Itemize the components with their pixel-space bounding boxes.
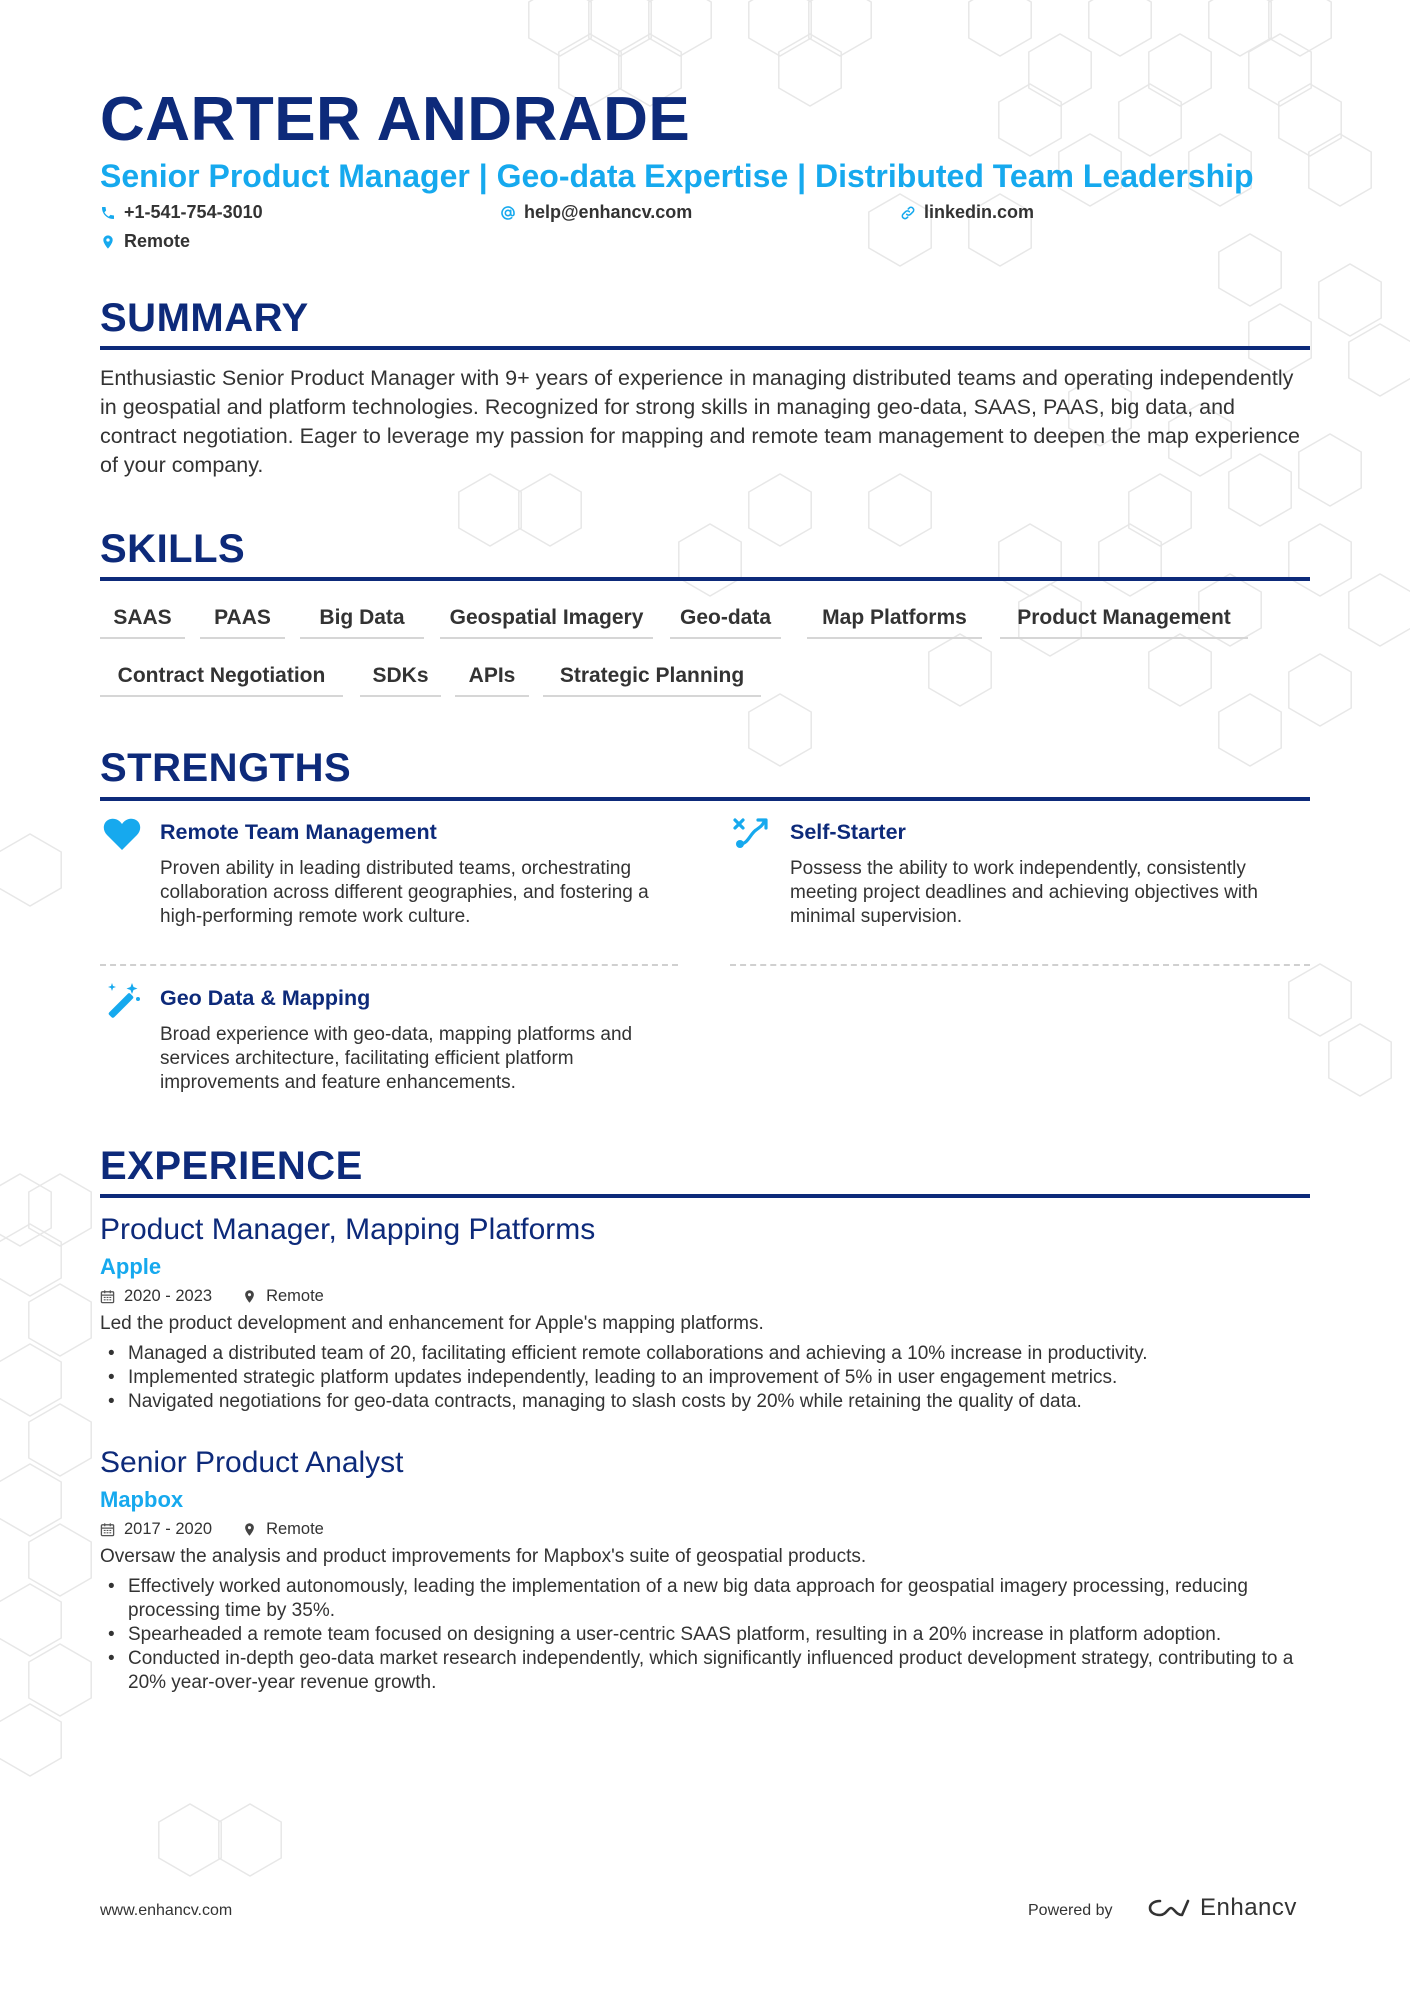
hexagon-shape [779, 34, 841, 106]
hexagon-shape [1209, 0, 1271, 56]
skills-divider [100, 577, 1310, 581]
hexagon-shape [29, 1644, 91, 1716]
job-location: Remote [266, 1520, 324, 1538]
summary-divider [100, 346, 1310, 350]
hexagon-shape [1329, 1024, 1391, 1096]
job-meta [100, 1287, 324, 1306]
company-name: Mapbox [100, 1487, 184, 1512]
enhancv-logo[interactable] [1146, 1894, 1297, 1922]
hexagon-shape [1269, 0, 1331, 56]
location-pin-icon [242, 1289, 257, 1304]
skill-tag: Contract Negotiation [100, 657, 343, 697]
hexagon-shape [459, 474, 521, 546]
hexagon-shape [969, 0, 1031, 56]
company-name: Apple [100, 1254, 162, 1279]
hexagon-shape [1309, 134, 1371, 206]
contact-location [100, 231, 190, 252]
hexagon-shape [1089, 0, 1151, 56]
job-dates: 2020 - 2023 [124, 1287, 213, 1305]
summary-heading: SUMMARY [100, 296, 309, 340]
job-title: Senior Product Analyst [100, 1446, 404, 1479]
hexagon-shape [519, 474, 581, 546]
job-location: Remote [266, 1287, 324, 1305]
linkedin-text: linkedin.com [924, 202, 1035, 222]
strengths-heading: STRENGTHS [100, 746, 352, 790]
hexagon-shape [1149, 634, 1211, 706]
hexagon-shape [0, 1704, 61, 1776]
job-bullets [100, 1575, 1310, 1695]
contact-email[interactable] [500, 202, 692, 223]
hexagon-shape [0, 1174, 51, 1246]
strength-title: Remote Team Management [160, 820, 437, 844]
job-dates: 2017 - 2020 [124, 1520, 213, 1538]
phone-icon [100, 205, 116, 221]
contact-phone[interactable] [100, 202, 263, 223]
job-description: Oversaw the analysis and product improvements for Mapbox's suite of geospatial products. [100, 1546, 867, 1567]
hexagon-shape [749, 694, 811, 766]
heart-icon [102, 814, 142, 854]
strengths-divider [100, 797, 1310, 801]
brand-name: Enhancv [1200, 1894, 1297, 1921]
hexagon-shape [0, 1344, 61, 1416]
hexagon-shape [929, 634, 991, 706]
candidate-headline: Senior Product Manager | Geo-data Expertise | Distributed Team Leadership [100, 158, 1254, 194]
list-item: • Implemented strategic platform updates independently, leading to an improvement of 5% in user engagement metrics. [100, 1366, 1310, 1390]
job-description: Led the product development and enhancement for Apple's mapping platforms. [100, 1313, 764, 1334]
strength-title: Geo Data & Mapping [160, 986, 371, 1010]
hexagon-shape [1319, 264, 1381, 336]
strength-description: Possess the ability to work independently, consistently meeting project deadlines and achieving objectives with minimal supervision. [790, 858, 1258, 927]
list-item: • Spearheaded a remote team focused on designing a user-centric SAAS platform, resulting in a 20% increase in platform adoption. [100, 1623, 1310, 1647]
hexagon-shape [649, 0, 711, 56]
hexagon-shape [589, 0, 651, 56]
strength-description: Broad experience with geo-data, mapping platforms and services architecture, facilitating efficient platform improvements and feature enhancements. [160, 1024, 633, 1093]
skills-heading: SKILLS [100, 527, 246, 571]
list-item: • Managed a distributed team of 20, facilitating efficient remote collaborations and achieving a 10% increase in productivity. [100, 1342, 1310, 1366]
skill-tag: Map Platforms [807, 599, 982, 639]
skill-tag: Geospatial Imagery [440, 599, 653, 639]
hexagon-shape [1119, 84, 1181, 156]
hexagon-shape [29, 1404, 91, 1476]
skill-tag: SAAS [100, 599, 185, 639]
candidate-name: CARTER ANDRADE [100, 85, 691, 154]
email-text: help@enhancv.com [524, 202, 693, 222]
hexagon-shape [1289, 524, 1351, 596]
hexagon-shape [1129, 474, 1191, 546]
hexagon-shape [159, 1804, 221, 1876]
hexagon-shape [0, 834, 61, 906]
hexagon-shape [1349, 324, 1410, 396]
hexagon-shape [679, 524, 741, 596]
hexagon-shape [29, 1524, 91, 1596]
hexagon-shape [0, 1224, 61, 1296]
enhancv-logo-icon [1146, 1896, 1192, 1920]
list-item: • Conducted in-depth geo-data market research independently, which significantly influenced product development strategy, contributing to a 20% year-over-year revenue growth. [100, 1647, 1310, 1695]
location-pin-icon [100, 234, 116, 250]
hexagon-shape [869, 474, 931, 546]
job-bullets [100, 1342, 1310, 1414]
footer-website[interactable]: www.enhancv.com [100, 1902, 233, 1919]
calendar-icon [100, 1289, 115, 1304]
hexagon-shape [0, 1584, 61, 1656]
summary-text: Enthusiastic Senior Product Manager with 9+ years of experience in managing distributed teams and operating independently in geospatial and platform technologies. Recognized for strong skills in managing geo-data, SAAS, PAAS, big data, and contract negotiation. Eager to leverage my passion for mapping and remote team management to deepen the map experience of your company. [100, 366, 1300, 477]
hexagon-shape [529, 0, 591, 56]
strength-description: Proven ability in leading distributed teams, orchestrating collaboration across different geographies, and fostering a high-performing remote work culture. [160, 858, 649, 927]
location-text: Remote [124, 231, 191, 251]
hexagon-shape [1279, 84, 1341, 156]
job-meta [100, 1520, 324, 1539]
strength-title: Self-Starter [790, 820, 906, 844]
link-icon [900, 205, 916, 221]
hexagon-shape [1219, 694, 1281, 766]
skill-tag: Big Data [300, 599, 424, 639]
hexagon-shape [999, 84, 1061, 156]
list-item: • Effectively worked autonomously, leading the implementation of a new big data approach for geospatial imagery processing, reducing processing time by 35%. [100, 1575, 1310, 1623]
job-title: Product Manager, Mapping Platforms [100, 1213, 596, 1246]
hexagon-shape [1029, 34, 1091, 106]
strength-separator [100, 964, 678, 966]
powered-by-label: Powered by [1028, 1902, 1113, 1919]
contact-linkedin[interactable] [900, 202, 1034, 223]
skill-tag: SDKs [360, 657, 441, 697]
route-icon [732, 814, 772, 854]
hexagon-shape [1349, 574, 1410, 646]
experience-heading: EXPERIENCE [100, 1144, 363, 1188]
hexagon-shape [1289, 964, 1351, 1036]
skill-tag: Product Management [1000, 599, 1248, 639]
hexagon-shape [809, 0, 871, 56]
hexagon-shape [219, 1804, 281, 1876]
hexagon-shape [1149, 34, 1211, 106]
skill-tag: Geo-data [670, 599, 781, 639]
strength-separator [730, 964, 1310, 966]
list-item: • Navigated negotiations for geo-data contracts, managing to slash costs by 20% while retaining the quality of data. [100, 1390, 1310, 1414]
skill-tag: APIs [455, 657, 529, 697]
phone-text: +1-541-754-3010 [124, 202, 263, 222]
skill-tag: Strategic Planning [543, 657, 761, 697]
skill-tag: PAAS [200, 599, 285, 639]
hexagon-shape [1289, 654, 1351, 726]
hexagon-shape [29, 1284, 91, 1356]
hexagon-shape [749, 0, 811, 56]
hexagon-shape [1099, 524, 1161, 596]
at-sign-icon [500, 205, 516, 221]
hexagon-shape [749, 474, 811, 546]
calendar-icon [100, 1522, 115, 1537]
location-pin-icon [242, 1522, 257, 1537]
experience-divider [100, 1194, 1310, 1198]
hexagon-shape [0, 1464, 61, 1536]
hexagon-shape [1219, 234, 1281, 306]
magic-wand-icon [102, 980, 142, 1020]
